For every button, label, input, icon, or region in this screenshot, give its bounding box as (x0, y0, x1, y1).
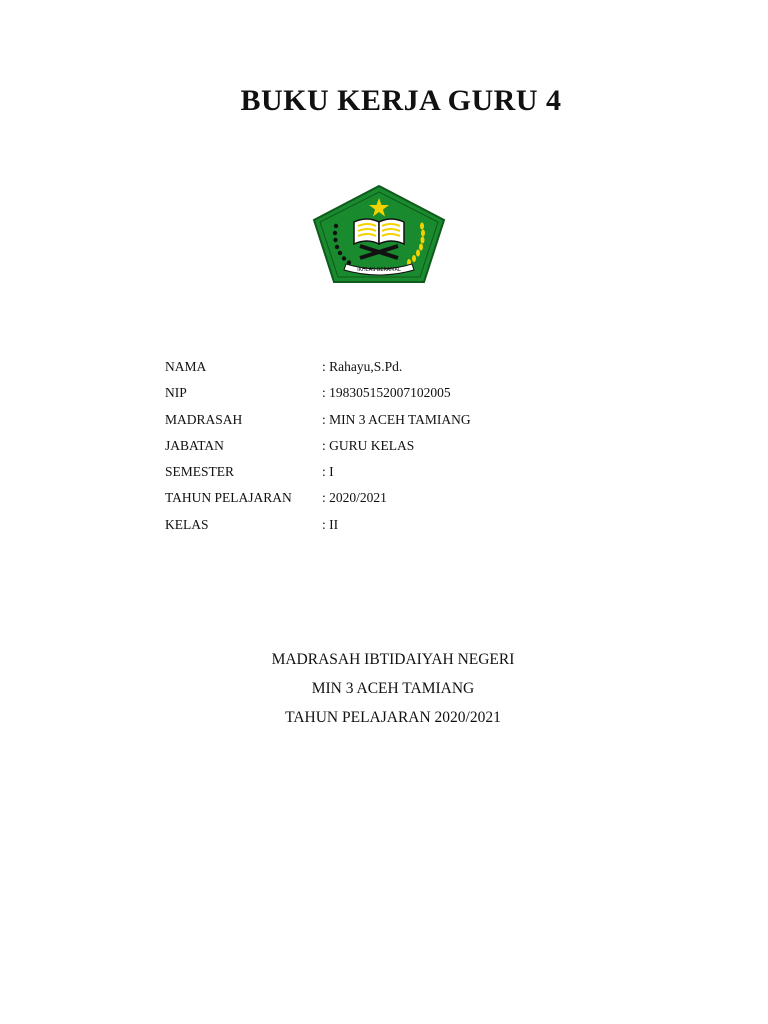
kemenag-emblem-icon (312, 184, 446, 284)
footer-institution-type: MADRASAH IBTIDAIYAH NEGERI (271, 651, 515, 668)
footer-academic-year: TAHUN PELAJARAN 2020/2021 (285, 709, 501, 726)
info-label: KELAS (165, 516, 209, 532)
info-value: : 2020/2021 (322, 490, 387, 506)
info-label: SEMESTER (165, 464, 235, 480)
info-label: NAMA (165, 359, 207, 374)
document-title: BUKU KERJA GURU 4 (240, 84, 562, 117)
info-label: TAHUN PELAJARAN (165, 490, 292, 506)
info-value: : I (322, 464, 334, 480)
footer-school-name: MIN 3 ACEH TAMIANG (311, 680, 475, 697)
info-label: NIP (165, 385, 187, 401)
info-value: : 198305152007102005 (322, 385, 451, 401)
info-value: : II (322, 516, 339, 532)
info-value: : Rahayu,S.Pd. (322, 359, 403, 374)
institution-footer (0, 648, 768, 735)
svg-text:IKHLAS BERAMAL: IKHLAS BERAMAL (357, 267, 401, 273)
info-value: : MIN 3 ACEH TAMIANG (322, 411, 471, 427)
info-label: JABATAN (165, 437, 224, 453)
info-label: MADRASAH (165, 411, 243, 427)
info-value: : GURU KELAS (322, 437, 415, 453)
